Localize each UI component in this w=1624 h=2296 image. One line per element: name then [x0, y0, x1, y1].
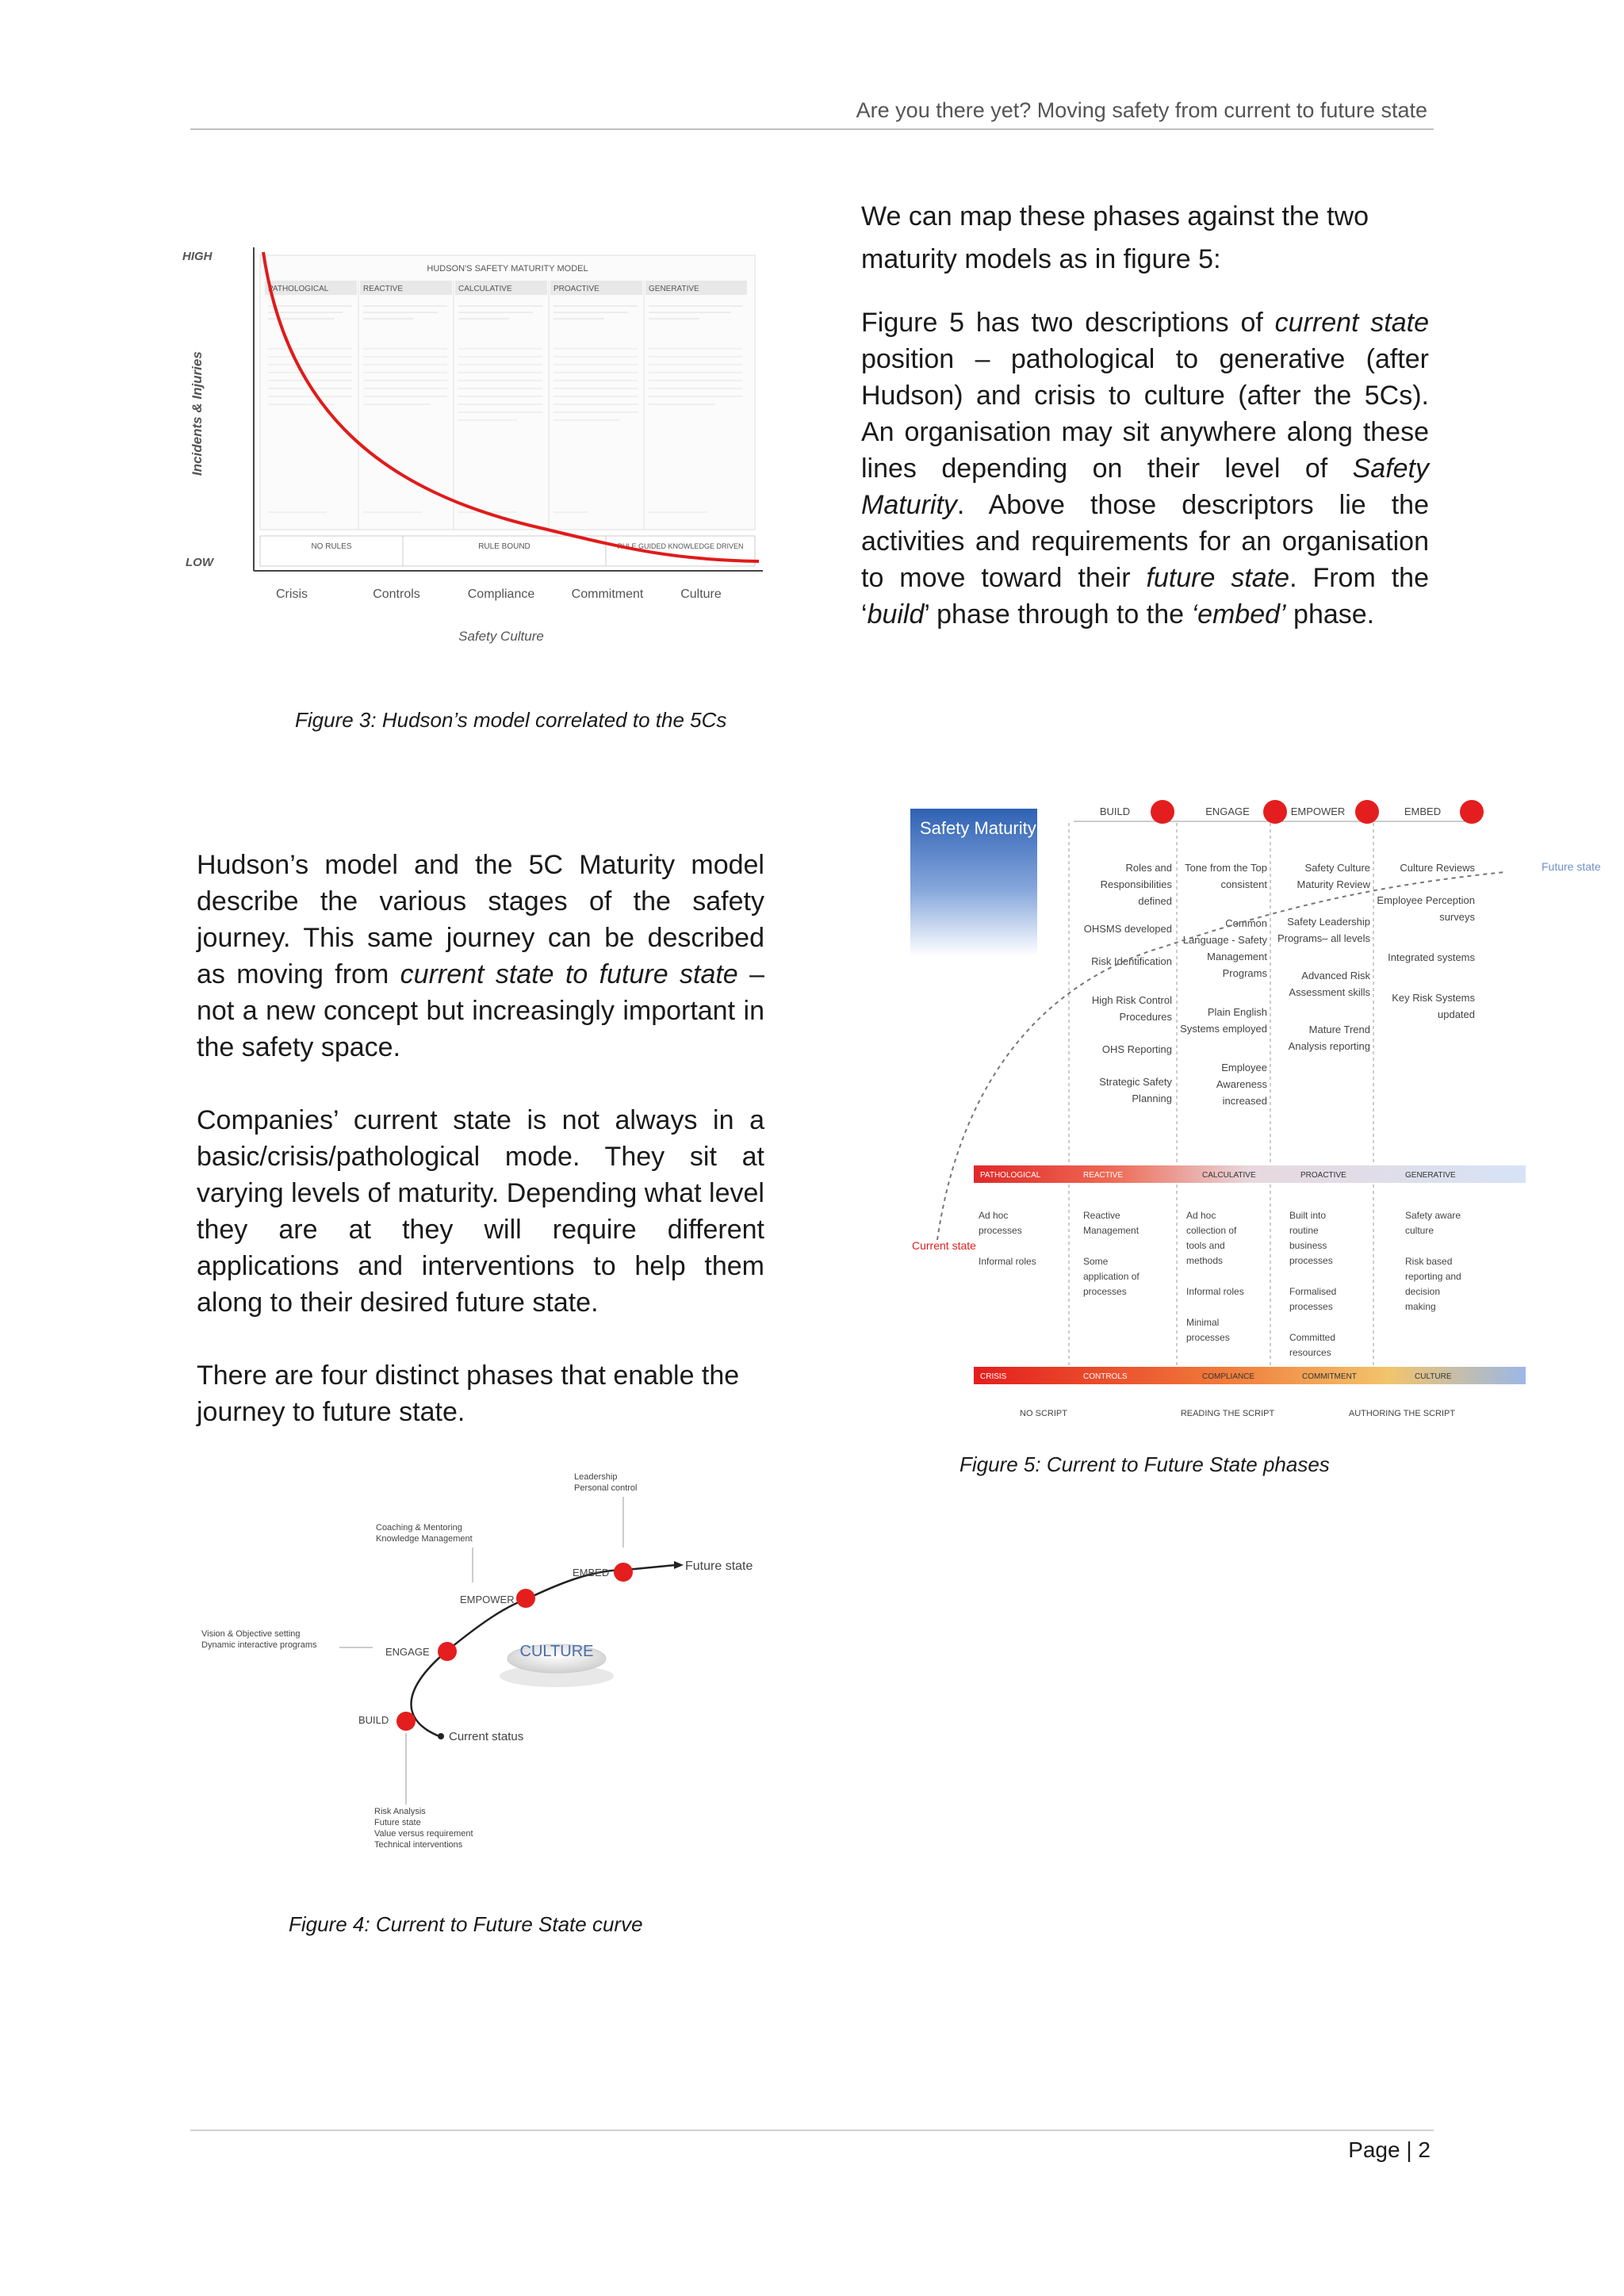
col-reactive: REACTIVE	[363, 285, 404, 293]
x-tick-compliance: Compliance	[467, 587, 535, 601]
note-value: Value versus requirement	[374, 1829, 473, 1839]
current-status-label: Current status	[449, 1730, 524, 1743]
stage-dot-embed	[614, 1563, 633, 1582]
left-column-text	[197, 847, 764, 1467]
empower-item: Advanced Risk Assessment skills	[1289, 970, 1370, 998]
note-knowledge: Knowledge Management	[376, 1534, 473, 1544]
stage-dot-engage	[438, 1642, 457, 1661]
lower-pathological: Ad hoc processes Informal roles	[979, 1210, 1036, 1267]
stage-engage: ENGAGE	[385, 1646, 430, 1658]
x-tick-crisis: Crisis	[276, 587, 308, 601]
stage-build: BUILD	[358, 1714, 389, 1726]
note-dynamic: Dynamic interactive programs	[201, 1640, 317, 1650]
figure-4-graphic	[197, 1464, 783, 1860]
empower-items	[1272, 859, 1370, 1097]
lower-calculative: Ad hoc collection of tools and methods Informal roles Minimal processes	[1186, 1210, 1244, 1343]
band-no-rules: NO RULES	[311, 542, 352, 551]
hudson-calculative: CALCULATIVE	[1202, 1171, 1256, 1180]
stage-embed: EMBED	[573, 1567, 610, 1578]
phase-dot-engage	[1263, 800, 1287, 824]
figure-4	[197, 1464, 783, 1860]
phase-dot-build	[1151, 800, 1174, 824]
future-state-label: Future state	[1542, 860, 1601, 873]
intro-line-2: maturity models as in figure 5:	[861, 244, 1221, 274]
engage-item: Employee Awareness increased	[1216, 1062, 1267, 1107]
phase-empower: EMPOWER	[1290, 806, 1346, 817]
hudson-generative: GENERATIVE	[1405, 1171, 1456, 1180]
embed-item: Culture Reviews	[1400, 862, 1475, 874]
build-item: OHSMS developed	[1083, 923, 1172, 935]
engage-item: Common Language - Safety Management Programs	[1182, 917, 1267, 979]
rule-bands	[260, 536, 755, 566]
five-c-crisis: CRISIS	[980, 1372, 1007, 1381]
current-state-label: Current state	[912, 1239, 976, 1252]
note-leadership: Leadership	[574, 1472, 618, 1482]
engage-items	[1178, 859, 1267, 1107]
embed-item: Integrated systems	[1388, 951, 1475, 963]
empower-item: Safety Culture Maturity Review	[1297, 862, 1370, 890]
figure-5-caption: Figure 5: Current to Future State phases	[959, 1452, 1330, 1476]
five-c-compliance: COMPLIANCE	[1202, 1372, 1255, 1381]
note-risk-analysis: Risk Analysis	[374, 1807, 426, 1816]
five-c-controls: CONTROLS	[1083, 1372, 1128, 1381]
note-vision: Vision & Objective setting	[201, 1629, 301, 1639]
note-coaching: Coaching & Mentoring	[376, 1523, 462, 1533]
model-title: HUDSON'S SAFETY MATURITY MODEL	[427, 264, 588, 274]
y-low-label: LOW	[186, 556, 213, 569]
phase-build: BUILD	[1099, 806, 1131, 817]
col-pathological: PATHOLOGICAL	[268, 285, 329, 293]
culture-disc	[500, 1643, 614, 1687]
script-labels	[1020, 1409, 1455, 1418]
lower-reactive: Reactive Management Some application of processes	[1083, 1210, 1139, 1297]
empower-item: Safety Leadership Programs– all levels	[1277, 916, 1370, 944]
note-future-state: Future state	[374, 1818, 421, 1827]
page-number: Page | 2	[1348, 2137, 1431, 2162]
stage-dot-empower	[516, 1589, 535, 1608]
x-tick-commitment: Commitment	[571, 587, 644, 601]
hudson-reactive: REACTIVE	[1083, 1171, 1124, 1180]
y-axis-label: Incidents & Injuries	[190, 351, 205, 476]
figure-5-graphic	[902, 796, 1601, 1430]
embed-items	[1375, 859, 1475, 1097]
paragraph-current-state: Companies’ current state is not always in a basic/crisis/pathological mode. They sit at varying levels of maturity. Depending what level they are at they will require different applications and interventions to help them along to their desired future state.	[197, 1105, 764, 1318]
figure-4-caption: Figure 4: Current to Future State curve	[289, 1912, 643, 1936]
paragraph-four-phases: There are four distinct phases that enable the journey to future state.	[197, 1360, 740, 1427]
x-tick-culture: Culture	[680, 587, 722, 601]
engage-item: Plain English Systems employed	[1180, 1006, 1267, 1035]
note-technical: Technical interventions	[374, 1840, 463, 1850]
lower-proactive: Built into routine business processes Formalised processes Committed resources	[1289, 1210, 1337, 1358]
right-column-text	[861, 198, 1429, 669]
stage-dot-build	[396, 1712, 416, 1731]
build-item: OHS Reporting	[1101, 1043, 1172, 1055]
embed-item: Key Risk Systems updated	[1392, 992, 1475, 1020]
phase-dot-empower	[1355, 800, 1379, 824]
script-reading: READING THE SCRIPT	[1180, 1409, 1275, 1418]
band-rule-guided: RULE GUIDED KNOWLEDGE DRIVEN	[617, 542, 744, 550]
script-authoring: AUTHORING THE SCRIPT	[1348, 1409, 1456, 1418]
x-axis-label: Safety Culture	[458, 629, 544, 644]
stage-empower: EMPOWER	[460, 1594, 515, 1605]
phase-header	[1074, 800, 1484, 824]
intro-line-1: We can map these phases against the two	[861, 201, 1369, 232]
build-item: Strategic Safety Planning	[1099, 1076, 1172, 1104]
embed-item: Employee Perception surveys	[1377, 894, 1475, 923]
y-high-label: HIGH	[182, 250, 213, 263]
future-state-label: Future state	[685, 1559, 753, 1573]
culture-label: CULTURE	[519, 1643, 594, 1660]
five-c-culture: CULTURE	[1415, 1372, 1452, 1381]
script-none: NO SCRIPT	[1020, 1409, 1067, 1418]
page-header: Are you there yet? Moving safety from current to future state	[856, 98, 1427, 122]
hudson-proactive: PROACTIVE	[1300, 1171, 1346, 1180]
phase-dot-embed	[1460, 800, 1484, 824]
figure-3	[176, 230, 779, 658]
paragraph-hudson: Hudson’s model and the 5C Maturity model describe the various stages of the safety journey. This same journey can be described as moving from current state to future state – not a new concept but increasingly important in the safety space.	[197, 850, 765, 1062]
header-rule	[190, 128, 1434, 130]
col-calculative: CALCULATIVE	[458, 285, 512, 293]
figure-3-caption: Figure 3: Hudson’s model correlated to the 5Cs	[295, 708, 727, 732]
build-items	[1066, 859, 1172, 1104]
five-c-commitment: COMMITMENT	[1302, 1372, 1357, 1381]
footer-rule	[190, 2130, 1434, 2131]
note-personal-control: Personal control	[574, 1483, 638, 1493]
col-generative: GENERATIVE	[649, 285, 699, 293]
build-item: Roles and Responsibilities defined	[1100, 862, 1172, 907]
build-item: Risk Identification	[1091, 955, 1172, 967]
empower-item: Mature Trend Analysis reporting	[1288, 1024, 1370, 1052]
lower-generative: Safety aware culture Risk based reporting and decision making	[1405, 1210, 1461, 1312]
x-tick-controls: Controls	[373, 587, 420, 601]
build-item: High Risk Control Procedures	[1091, 994, 1172, 1023]
col-proactive: PROACTIVE	[553, 285, 599, 293]
band-rule-bound: RULE BOUND	[478, 542, 530, 551]
hudson-pathological: PATHOLOGICAL	[980, 1171, 1041, 1180]
phase-engage: ENGAGE	[1205, 806, 1250, 817]
safety-maturity-title: Safety Maturity	[920, 818, 1036, 838]
figure-3-graphic	[176, 230, 779, 658]
figure-5	[902, 796, 1601, 1430]
phase-embed: EMBED	[1404, 806, 1442, 817]
figure5-description: Figure 5 has two descriptions of current state position – pathological to generative (after Hudson) and crisis to culture (after the 5Cs). An organisation may sit anywhere along these lines depending on their level of Safety Maturity. Above those descriptors lie the activities and requirements for an organisation to move toward their future state. From the ‘build’ phase through to the ‘embed’ phase.	[861, 308, 1429, 629]
engage-item: Tone from the Top consistent	[1185, 862, 1267, 890]
